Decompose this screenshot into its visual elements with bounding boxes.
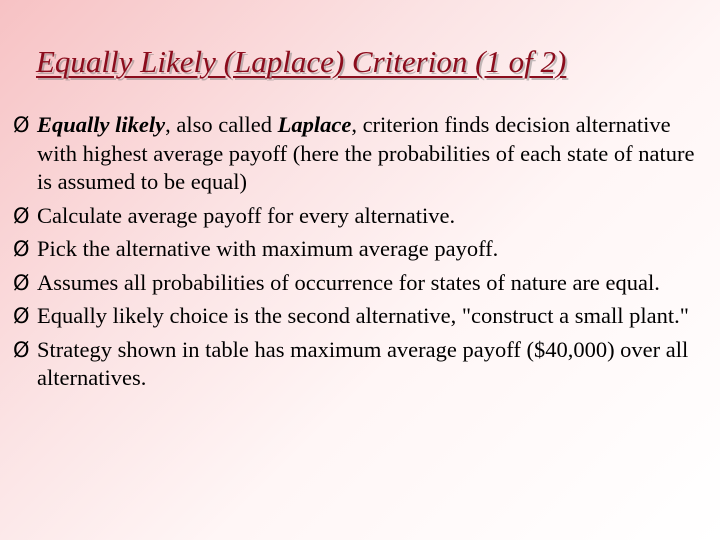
bullet-text: , also called xyxy=(165,112,278,137)
bullet-item xyxy=(13,269,713,298)
bullet-text: Pick the alternative with maximum average payoff. xyxy=(37,236,499,261)
bullet-item xyxy=(13,336,713,393)
arrow-bullet-icon: Ø xyxy=(13,203,30,228)
bullet-item xyxy=(13,202,713,231)
arrow-bullet-icon: Ø xyxy=(13,304,30,328)
bullet-text: Calculate average payoff for every alternative. xyxy=(37,202,456,228)
arrow-bullet-icon: Ø xyxy=(13,270,30,295)
bullet-item xyxy=(13,302,713,331)
emphasis-laplace: Laplace xyxy=(277,112,352,137)
bullet-text: Equally likely choice is the second alternative, "construct a small plant." xyxy=(37,303,689,328)
bullet-text: Strategy shown in table has maximum average payoff ($40,000) over all alternatives. xyxy=(37,336,689,390)
emphasis-equally-likely: Equally likely xyxy=(37,112,166,137)
bullet-text: Assumes all probabilities of occurrence for states of nature are equal. xyxy=(37,269,660,295)
bullet-item xyxy=(13,111,713,197)
slide-title: Equally Likely (Laplace) Criterion (1 of 2) xyxy=(36,44,567,79)
bullet-item xyxy=(13,235,713,264)
arrow-bullet-icon: Ø xyxy=(13,337,30,362)
bullet-text: , criterion finds decision alternative with highest average payoff (here the probabilities of each state of nature is assumed to be equal) xyxy=(37,112,695,194)
arrow-bullet-icon: Ø xyxy=(13,113,30,137)
bullet-list xyxy=(13,111,713,398)
arrow-bullet-icon: Ø xyxy=(13,237,30,261)
